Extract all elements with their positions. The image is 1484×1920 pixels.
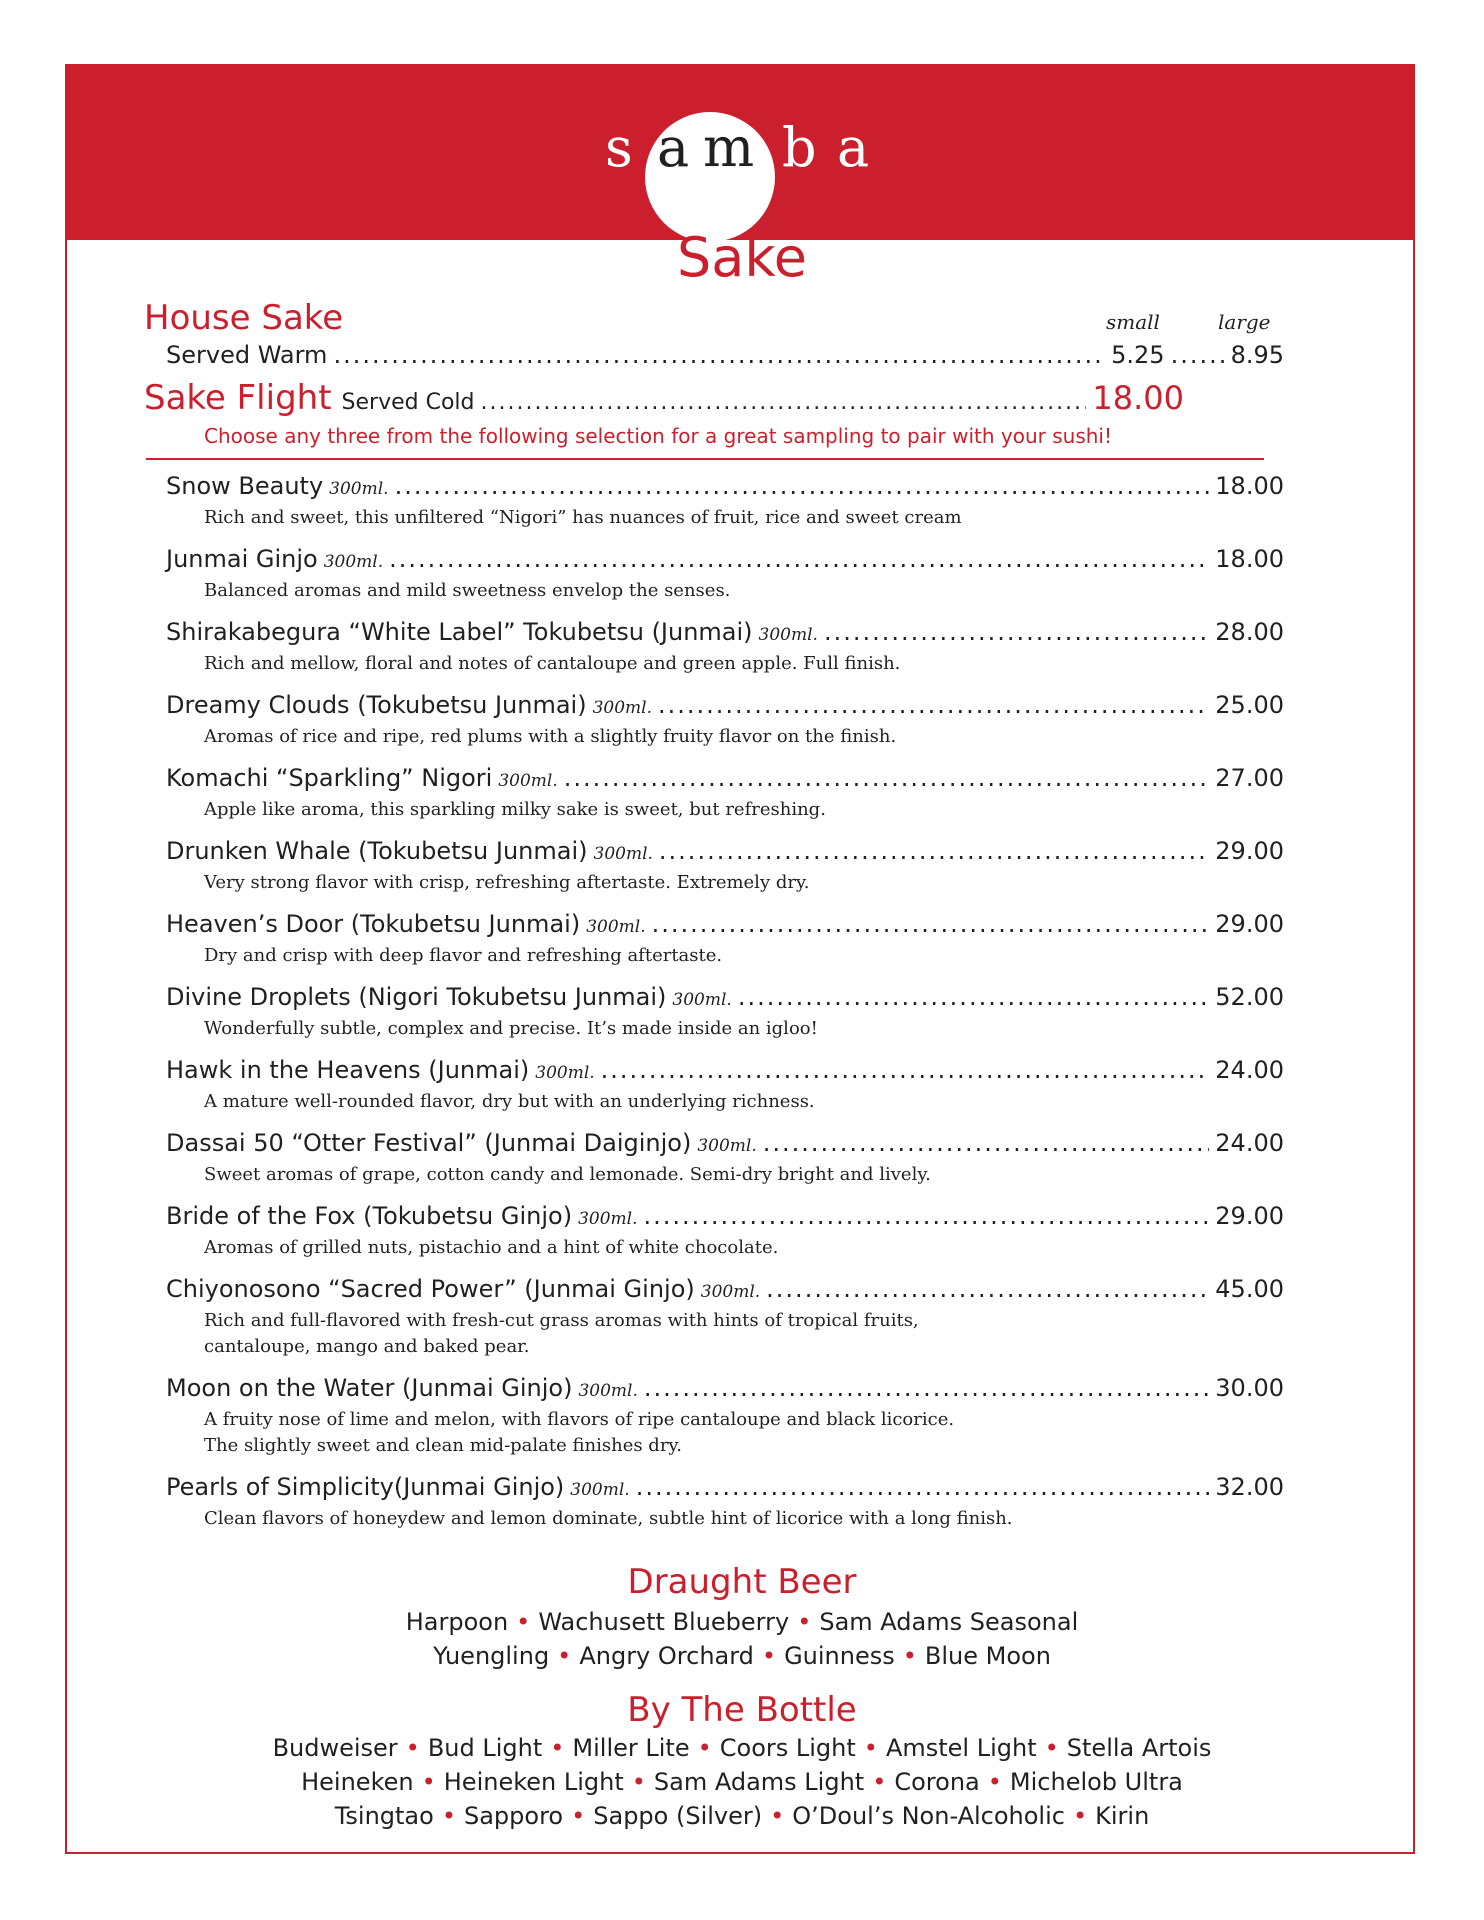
leader-dots [636,1471,1210,1503]
bottle-beer-name: Michelob Ultra [1009,1768,1183,1796]
sake-size: 300ml. [498,771,558,791]
sake-price: 45.00 [1215,1275,1284,1303]
sake-price: 24.00 [1215,1056,1284,1084]
sake-name: Bride of the Fox (Tokubetsu Ginjo) [166,1202,573,1230]
sake-description: cantaloupe, mango and baked pear. [204,1336,530,1357]
sake-item-line [166,1273,1284,1308]
house-sake-served: Served Warm [166,341,328,369]
bottle-beer-name: Amstel Light [885,1734,1037,1762]
sake-item-line [166,981,1284,1016]
leader-dots [564,762,1210,794]
bottle-beer-title: By The Bottle [627,1690,857,1730]
bullet-separator: • [441,1802,456,1830]
bottle-beer-name: Coors Light [719,1734,856,1762]
bullet-separator: • [902,1642,917,1670]
sake-price: 32.00 [1215,1473,1284,1501]
leader-dots [601,1054,1210,1086]
leader-dots [333,340,1105,370]
bullet-separator: • [863,1734,878,1762]
bullet-separator: • [557,1642,572,1670]
bottle-beer-name: Corona [894,1768,980,1796]
sake-item-line [166,543,1284,578]
sake-item-line [166,1372,1284,1407]
sake-description: Balanced aromas and mild sweetness envelop the senses. [204,580,731,601]
bullet-separator: • [987,1768,1002,1796]
leader-dots [644,1372,1209,1404]
sake-flight-note: Choose any three from the following selection for a great sampling to pair with your sushi! [204,424,1112,448]
house-sake-title: House Sake [144,298,344,338]
sake-description: Apple like aroma, this sparkling milky sake is sweet, but refreshing. [204,799,826,820]
sake-size: 300ml. [535,1063,595,1083]
sake-item-line [166,689,1284,724]
sake-flight-price: 18.00 [1092,379,1184,417]
leader-dots [389,543,1209,575]
sake-name: Hawk in the Heavens (Junmai) [166,1056,530,1084]
sake-item [166,543,1284,604]
sake-size: 300ml. [586,917,646,937]
sake-price: 29.00 [1215,1202,1284,1230]
house-sake-line [166,340,1284,370]
section-divider [146,458,1264,460]
sake-price: 18.00 [1215,472,1284,500]
draught-beer-line [0,1640,1484,1672]
sake-price: 29.00 [1215,837,1284,865]
leader-dots [652,908,1210,940]
sake-description: Wonderfully subtle, complex and precise. It’s made inside an igloo! [204,1018,818,1039]
sake-name: Moon on the Water (Junmai Ginjo) [166,1374,573,1402]
draught-beer-name: Wachusett Blueberry [538,1608,790,1636]
sake-description: A mature well-rounded flavor, dry but with an underlying richness. [204,1091,815,1112]
leader-dots [658,689,1209,721]
house-sake-large-price: 8.95 [1230,341,1284,369]
sake-price: 24.00 [1215,1129,1284,1157]
sake-price: 52.00 [1215,983,1284,1011]
sake-item [166,689,1284,750]
logo-letter-2: a [657,116,690,179]
sake-price: 28.00 [1215,618,1284,646]
draught-beer-title: Draught Beer [627,1562,857,1602]
bullet-separator: • [770,1802,785,1830]
bullet-separator: • [697,1734,712,1762]
bullet-separator: • [631,1768,646,1796]
sake-name: Heaven’s Door (Tokubetsu Junmai) [166,910,581,938]
sake-description: Very strong flavor with crisp, refreshing aftertaste. Extremely dry. [204,872,810,893]
sake-description: Dry and crisp with deep flavor and refreshing aftertaste. [204,945,723,966]
bullet-separator: • [1072,1802,1088,1830]
sake-item-line [166,1054,1284,1089]
sake-flight-line [144,378,1184,418]
bottle-beer-name: Tsingtao [334,1802,434,1830]
sake-description: Sweet aromas of grape, cotton candy and lemonade. Semi-dry bright and lively. [204,1164,931,1185]
sake-item [166,981,1284,1042]
sake-size: 300ml. [578,1209,638,1229]
samba-logo [67,66,1413,240]
bullet-separator: • [405,1734,420,1762]
leader-dots [824,616,1209,648]
sake-name: Dreamy Clouds (Tokubetsu Junmai) [166,691,587,719]
bottle-beer-line [0,1766,1484,1798]
sake-item [166,908,1284,969]
sake-item [166,835,1284,896]
draught-beer-name: Yuengling [433,1642,550,1670]
bottle-beer-name: Bud Light [427,1734,543,1762]
draught-beer-name: Angry Orchard [579,1642,754,1670]
logo-letter-1: s [605,116,633,179]
sake-item [166,1127,1284,1188]
bullet-separator: • [550,1734,565,1762]
draught-beer-name: Blue Moon [924,1642,1051,1670]
bullet-separator: • [872,1768,887,1796]
sake-description: The slightly sweet and clean mid-palate finishes dry. [204,1435,682,1456]
bottle-beer-line [0,1732,1484,1764]
draught-beer-name: Guinness [784,1642,895,1670]
bottle-beer-name: Heineken [301,1768,414,1796]
logo-letter-3: m [703,116,755,179]
sake-size: 300ml. [570,1480,630,1500]
sake-item [166,616,1284,677]
bottle-beer-line [0,1800,1484,1832]
sake-item [166,1372,1284,1459]
sake-price: 27.00 [1215,764,1284,792]
sake-item-line [166,1471,1284,1506]
sake-item-line [166,1127,1284,1162]
sake-item-line [166,616,1284,651]
sake-item [166,1471,1284,1532]
sake-flight-served: Served Cold [341,390,475,415]
sake-size: 300ml. [592,698,652,718]
large-size-label: large [1218,310,1271,334]
bottle-beer-name: Heineken Light [443,1768,624,1796]
sake-name: Divine Droplets (Nigori Tokubetsu Junmai) [166,983,667,1011]
leader-dots [481,390,1087,415]
sake-item [166,1054,1284,1115]
sake-name: Junmai Ginjo [166,545,318,573]
sake-item-line [166,835,1284,870]
sake-price: 30.00 [1215,1374,1284,1402]
sake-name: Drunken Whale (Tokubetsu Junmai) [166,837,588,865]
leader-dots [766,1273,1209,1305]
bottle-beer-name: Sapporo [463,1802,564,1830]
bottle-beer-name: Stella Artois [1066,1734,1212,1762]
sake-description: Rich and mellow, floral and notes of cantaloupe and green apple. Full finish. [204,653,901,674]
sake-price: 29.00 [1215,910,1284,938]
sake-item-line [166,470,1284,505]
bottle-beer-name: Miller Lite [572,1734,690,1762]
sake-size: 300ml. [700,1282,761,1302]
house-sake-small-price: 5.25 [1111,341,1165,369]
sake-name: Pearls of Simplicity(Junmai Ginjo) [166,1473,565,1501]
bullet-separator: • [571,1802,586,1830]
sake-size: 300ml. [323,552,384,572]
sake-name: Chiyonosono “Sacred Power” (Junmai Ginjo) [166,1275,695,1303]
bullet-separator: • [797,1608,812,1636]
leader-dots [659,835,1209,867]
sake-description: Aromas of grilled nuts, pistachio and a hint of white chocolate. [204,1237,779,1258]
sake-item [166,1200,1284,1261]
sake-description: Clean flavors of honeydew and lemon dominate, subtle hint of licorice with a long finish. [204,1508,1013,1529]
sake-list [166,470,1284,1544]
bottle-beer-name: Sappo (Silver) [593,1802,763,1830]
bullet-separator: • [1044,1734,1059,1762]
sake-item [166,762,1284,823]
bullet-separator: • [761,1642,777,1670]
bottle-beer-name: Kirin [1095,1802,1150,1830]
sake-item-line [166,908,1284,943]
page-title: Sake [677,226,807,289]
draught-beer-name: Sam Adams Seasonal [819,1608,1079,1636]
sake-item [166,470,1284,531]
draught-beer-name: Harpoon [405,1608,509,1636]
sake-item-line [166,762,1284,797]
sake-price: 25.00 [1215,691,1284,719]
leader-dots [738,981,1209,1013]
bottle-beer-name: Sam Adams Light [653,1768,865,1796]
bullet-separator: • [516,1608,531,1636]
sake-price: 18.00 [1215,545,1284,573]
sake-description: A fruity nose of lime and melon, with flavors of ripe cantaloupe and black licorice. [204,1409,955,1430]
sake-item [166,1273,1284,1360]
draught-beer-line [0,1606,1484,1638]
sake-name: Dassai 50 “Otter Festival” (Junmai Daiginjo) [166,1129,692,1157]
sake-item-line [166,1200,1284,1235]
bullet-separator: • [421,1768,436,1796]
bottle-beer-name: O’Doul’s Non-Alcoholic [792,1802,1065,1830]
logo-letter-4: b [782,116,817,179]
logo-letter-5: a [837,116,870,179]
small-size-label: small [1106,310,1160,334]
leader-dots [763,1127,1210,1159]
sake-description: Aromas of rice and ripe, red plums with a slightly fruity flavor on the finish. [204,726,897,747]
sake-size: 300ml. [697,1136,757,1156]
bottle-beer-name: Budweiser [272,1734,398,1762]
sake-size: 300ml. [593,844,653,864]
sake-size: 300ml. [329,479,389,499]
sake-description: Rich and sweet, this unfiltered “Nigori” has nuances of fruit, rice and sweet cream [204,507,962,528]
sake-size: 300ml. [578,1381,638,1401]
sake-name: Snow Beauty [166,472,324,500]
sake-name: Shirakabegura “White Label” Tokubetsu (Junmai) [166,618,753,646]
leader-dots [395,470,1210,502]
sake-size: 300ml. [758,625,818,645]
sake-flight-title: Sake Flight [144,378,332,418]
sake-description: Rich and full-flavored with fresh-cut grass aromas with hints of tropical fruits, [204,1310,919,1331]
sake-name: Komachi “Sparkling” Nigori [166,764,493,792]
leader-dots [644,1200,1210,1232]
sake-size: 300ml. [672,990,732,1010]
leader-dots [1171,340,1225,370]
